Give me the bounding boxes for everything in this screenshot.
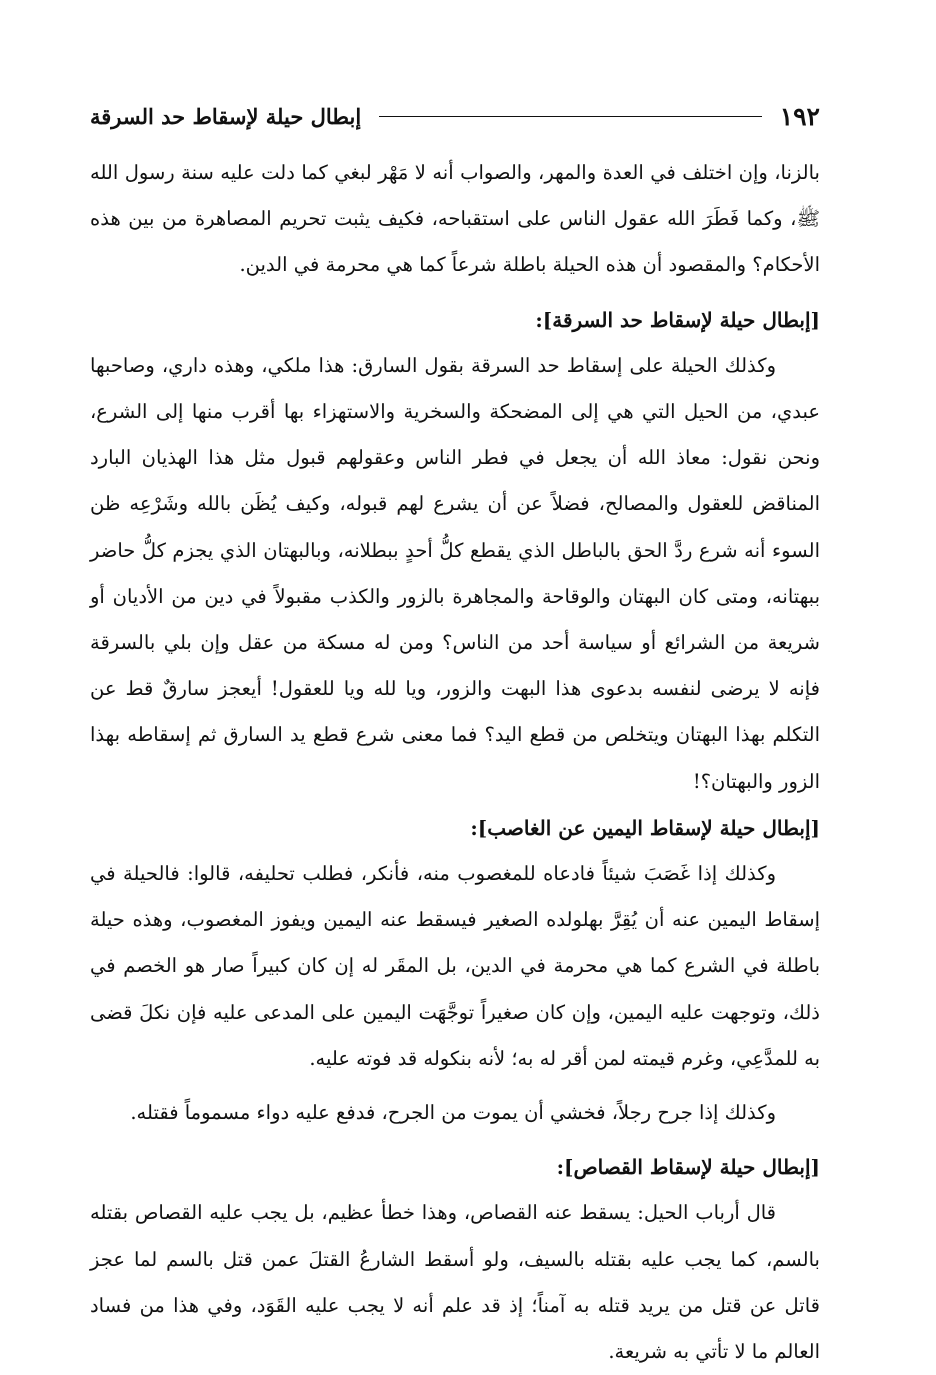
section-heading-oath: [إبطال حيلة لإسقاط اليمين عن الغاصب]: [470,815,820,840]
paragraph-retribution: قال أرباب الحيل: يسقط عنه القصاص، وهذا خطأ عظيم، بل يجب عليه القصاص بقتله بالسم، كما يجب عليه بقتله بالسيف، ولو أسقط الشارعُ القتلَ عمن قتل بالسم لما عجز قاتل عن قتل من يريد قتله به آمناً؛ إذ قد علم أنه لا يجب عليه القَوَد، وفي هذا من فساد العالم ما لا تأتي به شريعة. [90,1201,820,1364]
paragraph-theft: وكذلك الحيلة على إسقاط حد السرقة بقول السارق: هذا ملكي، وهذه داري، وصاحبها عبدي، من الحيل التي هي إلى المضحكة والسخرية والاستهزاء بها أقرب منها إلى الشرع، ونحن نقول: معاذ الله أن يجعل في فطر الناس وعقولهم قبول مثل هذا الهذيان البارد المناقض للعقول والمصالح، فضلاً عن أن يشرع لهم قبوله، وكيف يُظَن بالله وشَرْعِه ظن السوء أنه شرع ردَّ الحق بالباطل الذي يقطع كلُّ أحدٍ ببطلانه، وبالبهتان الذي يجزم كلُّ حاضر ببهتانه، ومتى كان البهتان والوقاحة والمجاهرة بالزور والكذب مقبولاً في دين من الأديان أو شريعة من الشرائع أو سياسة أحد من الناس؟ ومن له مسكة من عقل وإن بلي بالسرقة فإنه لا يرضى لنفسه بدعوى هذا البهت والزور، ويا لله ويا للعقول! أيعجز سارقٌ قط عن التكلم بهذا البهتان ويتخلص من قطع اليد؟ فما معنى شرع قطع يد السارق ثم إسقاطه بهذا الزور والبهتان؟! [90,353,820,793]
paragraph-poison: وكذلك إذا جرح رجلاً، فخشي أن يموت من الجرح، فدفع عليه دواء مسموماً فقتله. [130,1101,776,1125]
page-header [90,96,820,136]
section-heading-theft: [إبطال حيلة لإسقاط حد السرقة]: [535,307,820,332]
paragraph-continuation: بالزنا، وإن اختلف في العدة والمهر، والصواب أنه لا مَهْر لبغي كما دلت عليه سنة رسول الله ﷺ، وكما فَطَرَ الله عقول الناس على استقباحه، فكيف يثبت تحريم المصاهرة من بين هذه الأحكام؟ والمقصود أن هذه الحيلة باطلة شرعاً كما هي محرمة في الدين. [90,161,820,277]
header-rule [379,116,761,117]
page-number: ١٩٢ [779,101,820,131]
section-heading-retribution: [إبطال حيلة لإسقاط القصاص]: [556,1155,820,1180]
running-title: إبطال حيلة لإسقاط حد السرقة [90,103,362,129]
page-body [90,150,820,1375]
paragraph-oath: وكذلك إذا غَصَبَ شيئاً فادعاه للمغصوب منه، فأنكر، فطلب تحليفه، قالوا: فالحيلة في إسقاط اليمين عنه أن يُقِرَّ بهلولده الصغير فيسقط عنه اليمين ويفوز المغصوب، وهذه حيلة باطلة في الشرع كما هي محرمة في الدين، بل المقَر له إن كان كبيراً صار هو الخصم في ذلك، وتوجهت عليه اليمين، وإن كان صغيراً توجَّهَت اليمين على المدعى عليه فإن نكلَ قضى به للمدَّعِي، وغرم قيمته لمن أقر له به؛ لأنه بنكوله قد فوته عليه. [90,862,820,1070]
